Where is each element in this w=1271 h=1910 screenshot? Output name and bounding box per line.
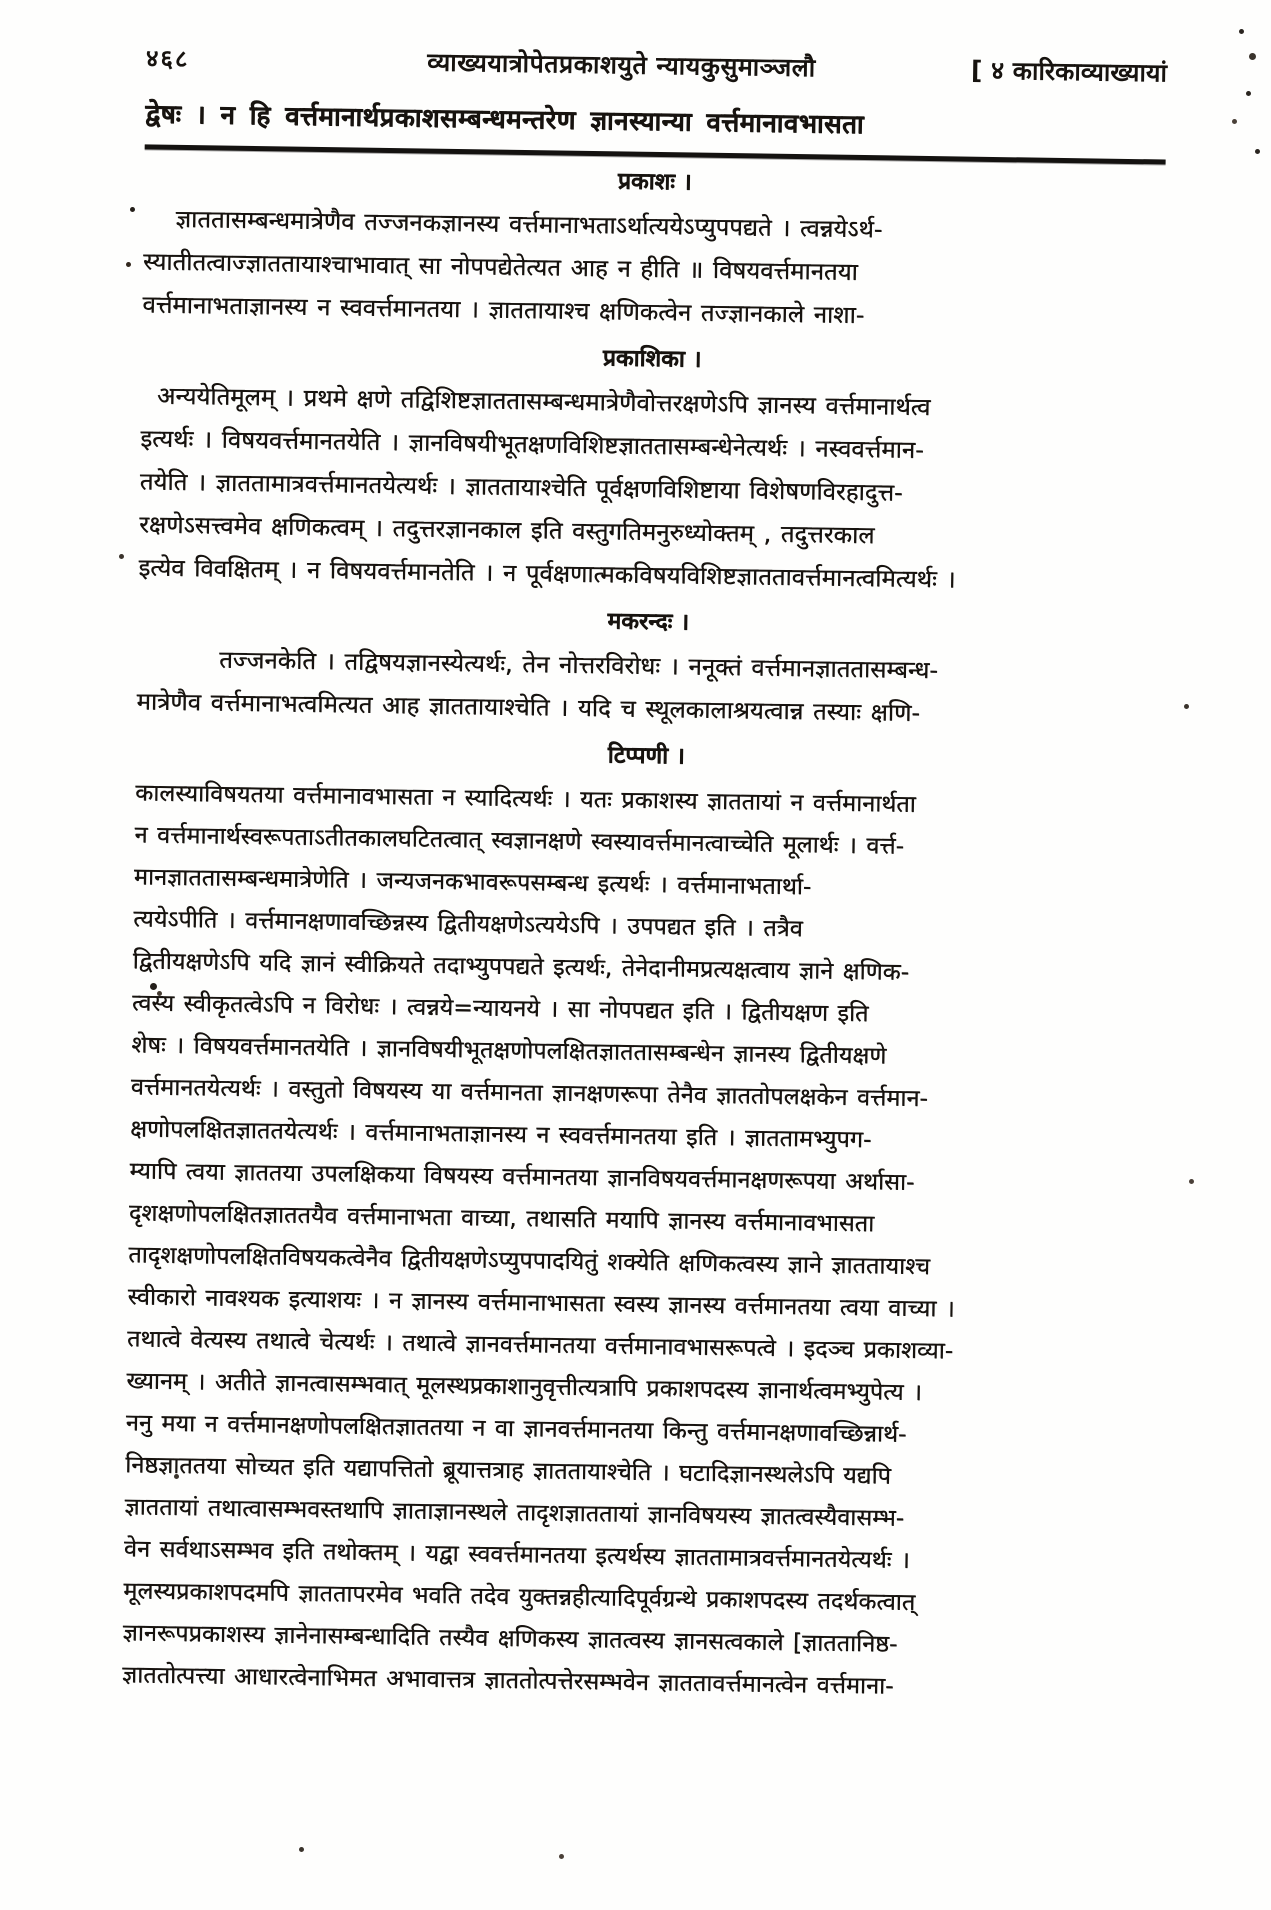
text-line: तयेति । ज्ञाततामात्रवर्त्तमानतयेत्यर्थः । ज्ञाततायाश्चेति पूर्वक्षणविशिष्टाया विशेषणविरहादुत्त- — [139, 467, 903, 507]
page-number: ४६८ — [145, 44, 190, 74]
text-line: वर्त्तमानतयेत्यर्थः । वस्तुतो विषयस्य या वर्त्तमानता ज्ञानक्षणरूपा तेनैव ज्ञाततोपलक्षकेन वर्त्तमान- — [130, 1072, 929, 1113]
text-line: दृशक्षणोपलक्षितज्ञाततयैव वर्त्तमानाभता वाच्या, तथासति मयापि ज्ञानस्य वर्त्तमानावभासता — [128, 1198, 875, 1238]
text-line: इत्यर्थः । विषयवर्त्तमानतयेति । ज्ञानविषयीभूतक्षणविशिष्टज्ञाततासम्बन्धेनेत्यर्थः । नस्ववर्त्तमान- — [140, 424, 924, 464]
text-line: त्वस्य स्वीकृतत्वेऽपि न विरोधः । त्वन्नये=न्यायनये । सा नोपपद्यत इति । द्वितीयक्षण इति — [131, 988, 869, 1028]
text-line: निष्ठज्ञाततया सोच्यत इति यद्यापत्तितो ब्रूयात्तत्राह ज्ञाततायाश्चेति । घटादिज्ञानस्थलेऽपि यद्यपि — [124, 1450, 892, 1490]
text-line: ज्ञाततायां तथात्वासम्भवस्तथापि ज्ञाताज्ञानस्थले तादृशज्ञाततायां ज्ञानविषयस्य ज्ञातत्वस्यैवासम्भ- — [124, 1492, 905, 1532]
commentary-sections — [122, 159, 1166, 1710]
section-tippani — [122, 733, 1157, 1710]
mula-text-line: द्वेषः । न हि वर्त्तमानार्थप्रकाशसम्बन्धमन्तरेण ज्ञानस्यान्या वर्त्तमानावभासता — [144, 99, 865, 141]
text-line: ज्ञानरूपप्रकाशस्य ज्ञानेनासम्बन्धादिति तस्यैव क्षणिकस्य ज्ञातत्वस्य ज्ञानसत्वकाले [ज्ञाततानिष्ठ- — [122, 1618, 898, 1658]
text-line: स्वीकारो नावश्यक इत्याशयः । न ज्ञानस्य वर्त्तमानाभासता स्वस्य ज्ञानस्य वर्त्तमानतया त्वया वाच्या । — [127, 1282, 955, 1323]
section-heading: प्रकाशः । — [617, 168, 692, 196]
text-line: ख्यानम् । अतीते ज्ञानत्वासम्भवात् मूलस्थप्रकाशानुवृत्तीत्यत्रापि प्रकाशपदस्य ज्ञानार्थत्वमभ्युपेत्य । — [126, 1366, 923, 1407]
section-prakashah — [142, 159, 1165, 341]
running-title: व्याख्ययात्रोपेतप्रकाशयुते न्यायकुसुमाञ्जलौ — [427, 47, 816, 83]
text-line: ज्ञाततासम्बन्धमात्रेणैव तज्जनकज्ञानस्य वर्त्तमानाभताऽर्थात्ययेऽप्युपपद्यते । त्वन्नयेऽर्थ- — [175, 204, 883, 244]
text-line: कालस्याविषयतया वर्त्तमानावभासता न स्यादित्यर्थः । यतः प्रकाशस्य ज्ञाततायां न वर्त्तमानार्थता — [134, 778, 916, 818]
text-line: मानज्ञाततासम्बन्धमात्रेणेति । जन्यजनकभावरूपसम्बन्ध इत्यर्थः । वर्त्तमानाभतार्था- — [133, 862, 812, 901]
text-line: न वर्त्तमानार्थस्वरूपताऽतीतकालघटितत्वात् स्वज्ञानक्षणे स्वस्यावर्त्तमानत्वाच्चेति मूलार्थः । वर्त्त- — [134, 820, 905, 860]
section-makarandah — [136, 599, 1159, 738]
section-heading: मकरन्दः । — [607, 608, 690, 636]
text-line: स्यातीतत्वाज्ज्ञाततायाश्चाभावात् सा नोपपद्येतेत्यत आह न हीति ॥ विषयवर्त्तमानतया — [142, 247, 858, 286]
text-line: शेषः । विषयवर्त्तमानतयेति । ज्ञानविषयीभूतक्षणोपलक्षितज्ञाततासम्बन्धेन ज्ञानस्य द्वितीयक्षणे — [131, 1030, 887, 1070]
text-line: तादृशक्षणोपलक्षितविषयकत्वेनैव द्वितीयक्षणेऽप्युपपादयितुं शक्येति क्षणिकत्वस्य ज्ञाने ज्ञाततायाश्च — [128, 1240, 931, 1281]
chapter-reference: [ ४ कारिकाव्याख्यायां — [970, 55, 1168, 88]
text-line: तथात्वे वेत्यस्य तथात्वे चेत्यर्थः । तथात्वे ज्ञानवर्त्तमानतया वर्त्तमानावभासरूपत्वे । इदञ्च प्रकाशव्या- — [126, 1324, 954, 1365]
text-line: म्यापि त्वया ज्ञाततया उपलक्षिकया विषयस्य वर्त्तमानतया ज्ञानविषयवर्त्तमानक्षणरूपया अर्थासा- — [129, 1156, 915, 1196]
text-line: त्ययेऽपीति । वर्त्तमानक्षणावच्छिन्नस्य द्वितीयक्षणेऽत्ययेऽपि । उपपद्यत इति । तत्रैव — [133, 904, 803, 943]
section-prakashika — [138, 336, 1163, 604]
running-header — [146, 40, 1167, 89]
section-heading: प्रकाशिका । — [602, 345, 702, 373]
text-line: वेन सर्वथाऽसम्भव इति तथोक्तम् । यद्वा स्ववर्त्तमानतया इत्यर्थस्य ज्ञाततामात्रवर्त्तमानतयेत्यर्थः । — [123, 1534, 910, 1574]
text-line: क्षणोपलक्षितज्ञाततयेत्यर्थः । वर्त्तमानाभताज्ञानस्य न स्ववर्त्तमानतया इति । ज्ञाततामभ्युपग- — [129, 1114, 872, 1154]
text-line: रक्षणेऽसत्त्वमेव क्षणिकत्वम् । तदुत्तरज्ञानकाल इति वस्तुगतिमनुरुध्योक्तम् , तदुत्तरकाल — [138, 510, 875, 550]
text-line: द्वितीयक्षणेऽपि यदि ज्ञानं स्वीक्रियते तदाभ्युपपद्यते इत्यर्थः, तेनेदानीमप्रत्यक्षत्वाय ज्ञाने क्षणिक- — [132, 946, 910, 986]
text-line: ज्ञाततोत्पत्त्या आधारत्वेनाभिमत अभावात्तत्र ज्ञाततोत्पत्तेरसम्भवेन ज्ञाततावर्त्तमानत्वेन वर्त्तमाना- — [121, 1660, 894, 1700]
text-line: मूलस्यप्रकाशपदमपि ज्ञाततापरमेव भवति तदेव युक्तन्नहीत्यादिपूर्वग्रन्थे प्रकाशपदस्य तदर्थकत्वात् — [123, 1576, 916, 1616]
text-line: ननु मया न वर्त्तमानक्षणोपलक्षितज्ञाततया न वा ज्ञानवर्त्तमानतया किन्तु वर्त्तमानक्षणावच्छिन्नार्थ- — [125, 1408, 907, 1448]
text-line: वर्त्तमानाभताज्ञानस्य न स्ववर्त्तमानतया । ज्ञाततायाश्च क्षणिकत्वेन तज्ज्ञानकाले नाशा- — [142, 290, 865, 330]
section-heading: टिप्पणी । — [607, 742, 685, 770]
text-line: अन्ययेतिमूलम् । प्रथमे क्षणे तद्विशिष्टज्ञाततासम्बन्धमात्रेणैवोत्तरक्षणेऽपि ज्ञानस्य वर्त्तमानार्थत्व — [156, 381, 931, 422]
text-line: मात्रेणैव वर्त्तमानाभत्वमित्यत आह ज्ञाततायाश्चेति । यदि च स्थूलकालाश्रयत्वान्न तस्याः क्षणि- — [136, 687, 921, 727]
text-line: इत्येव विवक्षितम् । न विषयवर्त्तमानतेति । न पूर्वक्षणात्मकविषयविशिष्टज्ञाततावर्त्तमानत्वमित्यर्थः । — [138, 553, 956, 594]
text-line: तज्जनकेति । तद्विषयज्ञानस्येत्यर्थः, तेन नोत्तरविरोधः । ननूक्तं वर्त्तमानज्ञाततासम्बन्ध- — [218, 645, 939, 685]
